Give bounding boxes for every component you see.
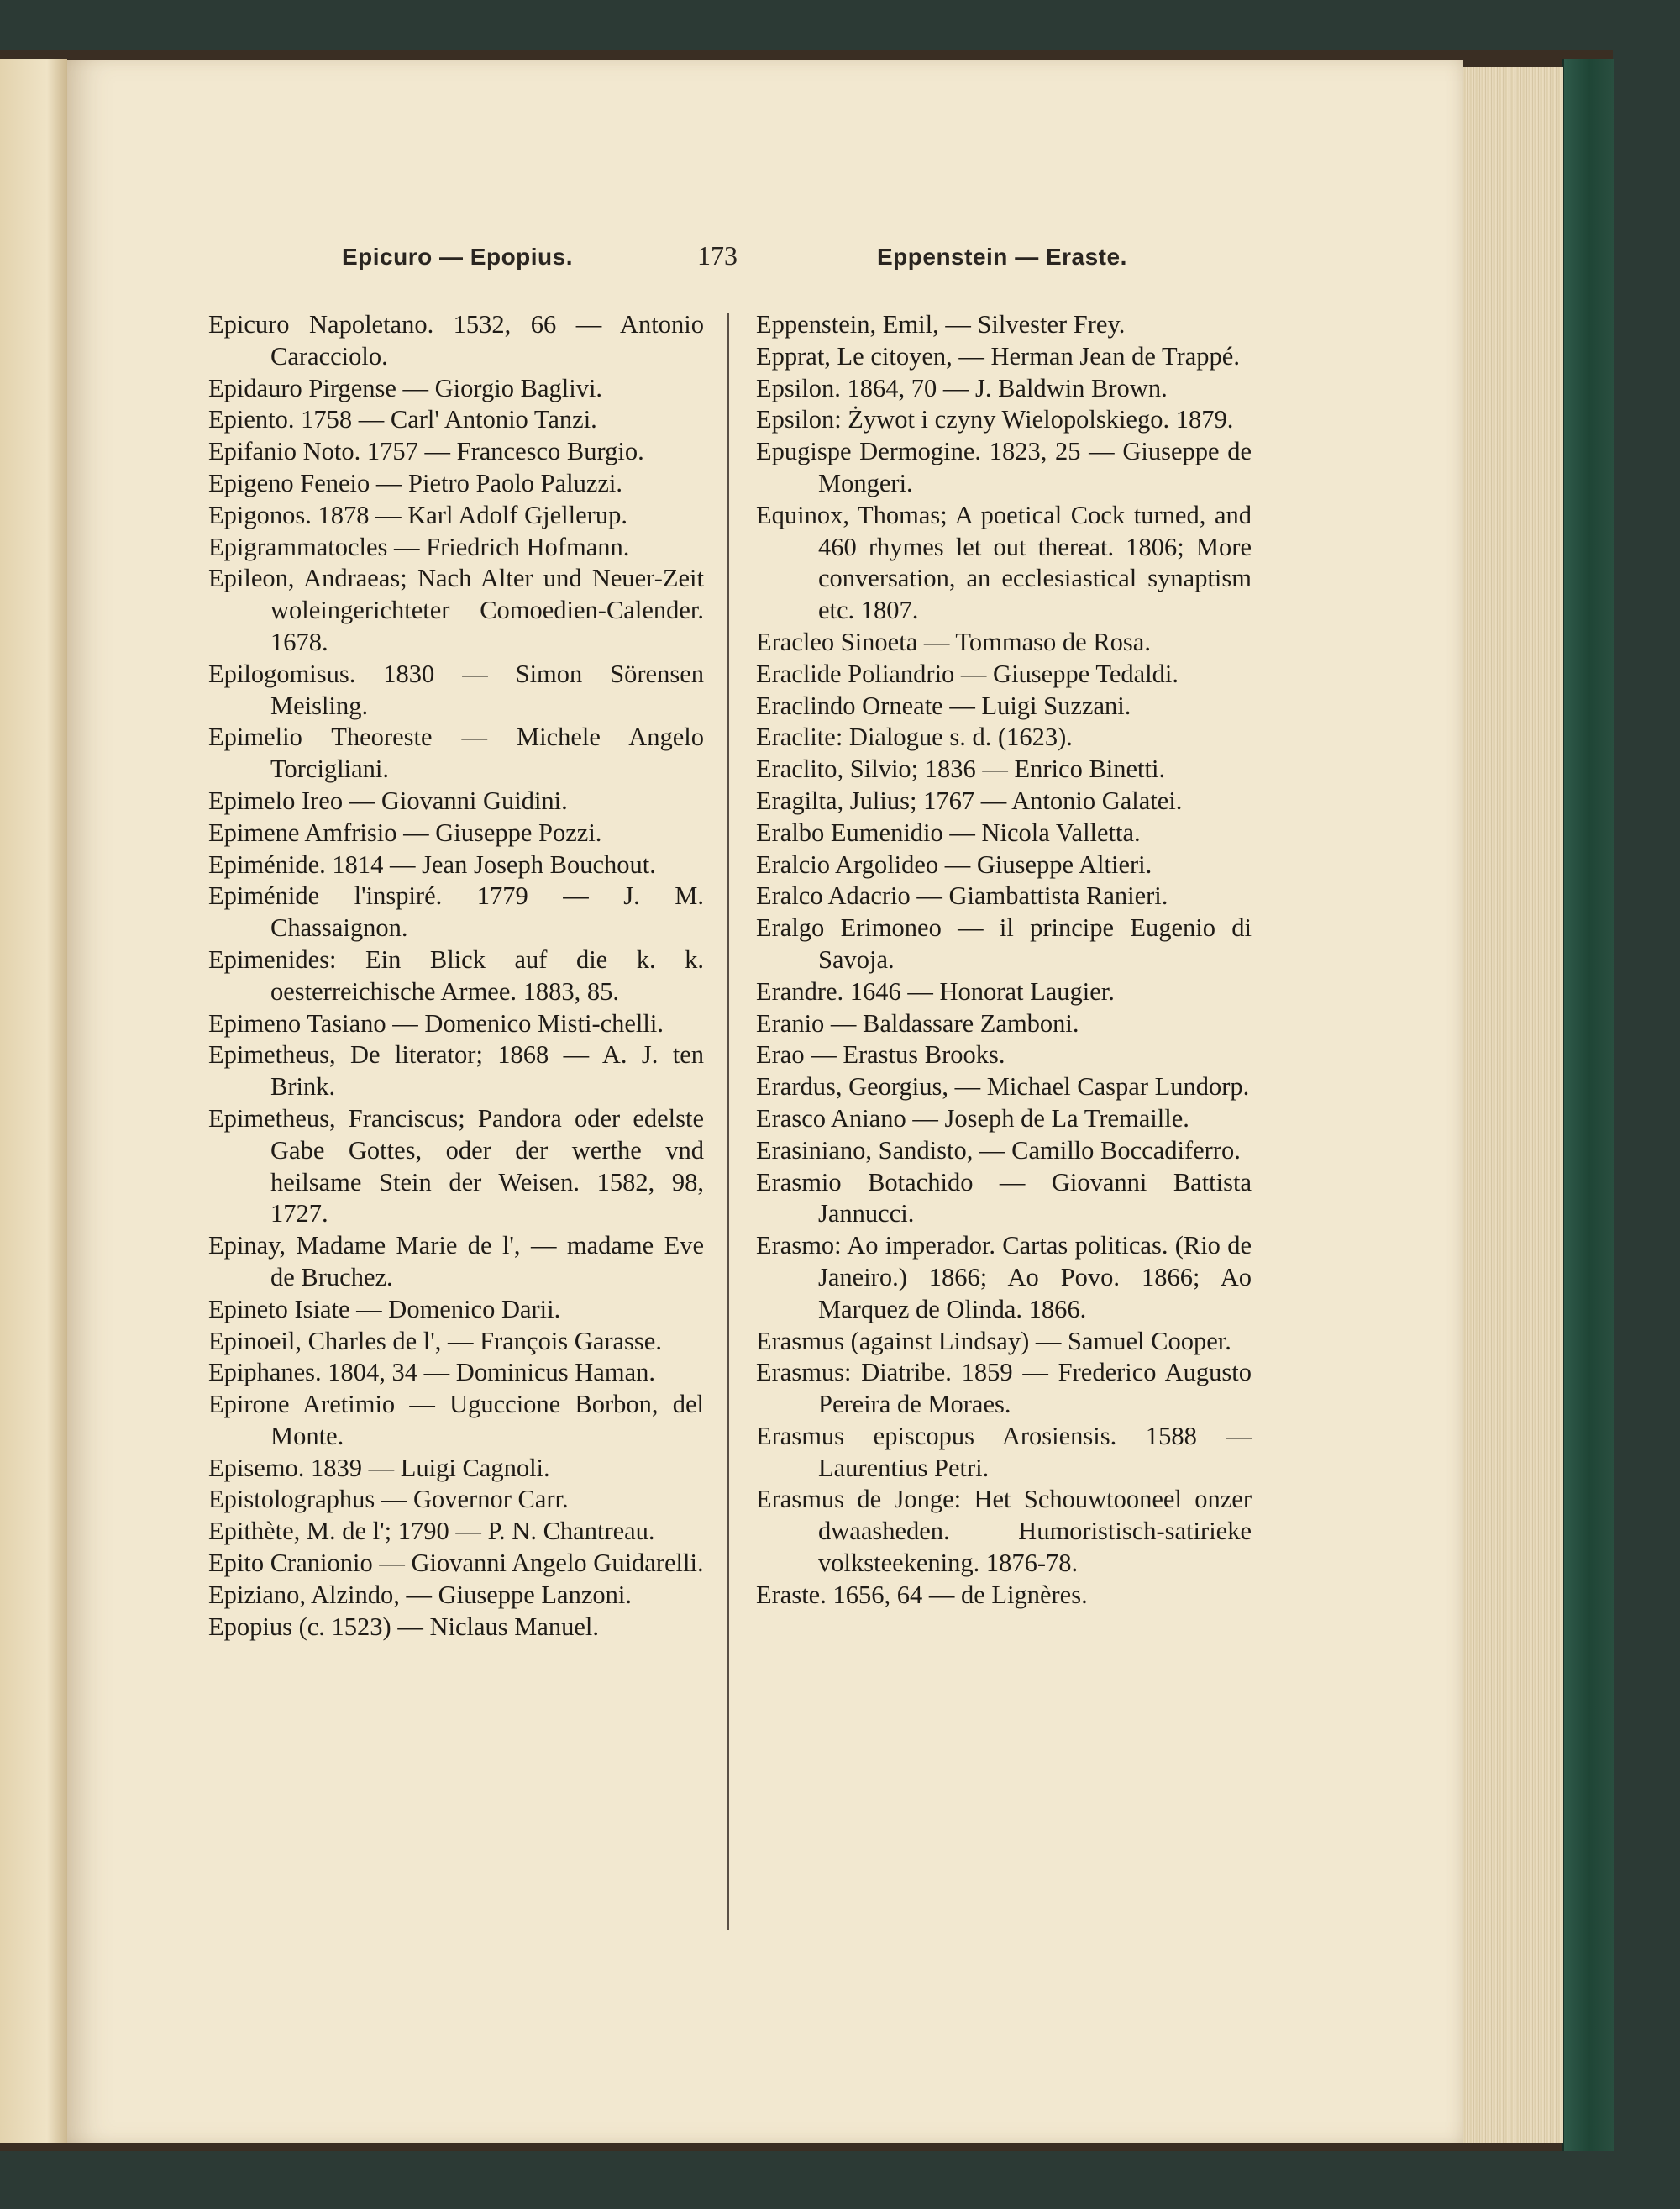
entry: Epiménide l'inspiré. 1779 — J. M. Chassaignon. [208,881,704,943]
entry: Epifanio Noto. 1757 — Francesco Burgio. [208,437,644,466]
entry: Epsilon: Żywot i czyny Wielopolskiego. 1879. [756,405,1234,434]
entry: Erandre. 1646 — Honorat Laugier. [756,976,1115,1006]
entry: Epimelo Ireo — Giovanni Guidini. [208,786,568,815]
entry: Epicuro Napoletano. 1532, 66 — Antonio Caracciolo. [208,310,704,371]
entry: Epimelio Theoreste — Michele Angelo Torcigliani. [208,723,704,784]
left-column [208,309,704,1643]
column-divider [727,313,729,1930]
entry: Epimetheus, Franciscus; Pandora oder edelste Gabe Gottes, oder der werthe vnd heilsame Stein der Weisen. 1582, 98, 1727. [208,1103,704,1228]
entry: Epimenides: Ein Blick auf die k. k. oesterreichische Armee. 1883, 85. [208,944,704,1006]
entry: Epiento. 1758 — Carl' Antonio Tanzi. [208,405,597,434]
entry: Epimene Amfrisio — Giuseppe Pozzi. [208,818,602,847]
entry: Eranio — Baldassare Zamboni. [756,1008,1079,1038]
entry: Epirone Aretimio — Uguccione Borbon, del Monte. [208,1390,704,1450]
entry: Eracleo Sinoeta — Tommaso de Rosa. [756,627,1151,656]
entry: Eralbo Eumenidio — Nicola Valletta. [756,818,1141,847]
entry: Erasmus episcopus Arosiensis. 1588 — Laurentius Petri. [756,1421,1252,1482]
entry: Eraste. 1656, 64 — de Lignères. [756,1580,1088,1609]
entry: Erasmus: Diatribe. 1859 — Frederico Augusto Pereira de Moraes. [756,1358,1252,1419]
running-head-left: Epicuro — Epopius. [342,244,574,270]
entry: Epugispe Dermogine. 1823, 25 — Giuseppe de Mongeri. [756,437,1252,497]
entry: Epigonos. 1878 — Karl Adolf Gjellerup. [208,500,627,529]
entry: Erasco Aniano — Joseph de La Tremaille. [756,1103,1189,1133]
entry: Epito Cranionio — Giovanni Angelo Guidarelli. [208,1549,704,1578]
entry: Epithète, M. de l'; 1790 — P. N. Chantreau. [208,1517,655,1546]
entry: Eragilta, Julius; 1767 — Antonio Galatei. [756,786,1183,815]
entry: Epiziano, Alzindo, — Giuseppe Lanzoni. [208,1580,632,1609]
book-cover [1562,59,1614,2151]
entry: Epistolographus — Governor Carr. [208,1485,569,1514]
entry: Equinox, Thomas; A poetical Cock turned, and 460 rhymes let out thereat. 1806; More conversation, an ecclesiastical synaptism etc. 1807. [756,500,1252,625]
entry: Eraclito, Silvio; 1836 — Enrico Binetti. [756,755,1166,784]
entry: Epsilon. 1864, 70 — J. Baldwin Brown. [756,373,1168,402]
entry: Erasiniano, Sandisto, — Camillo Boccadiferro. [756,1135,1241,1165]
entry: Epimetheus, De literator; 1868 — A. J. ten Brink. [208,1040,704,1102]
entry: Epileon, Andraeas; Nach Alter und Neuer-Zeit woleingerichteter Comoedien-Calender. 1678. [208,564,704,656]
entry: Eraclide Poliandrio — Giuseppe Tedaldi. [756,659,1179,688]
entry: Epineto Isiate — Domenico Darii. [208,1294,561,1323]
entry: Epinoeil, Charles de l', — François Garasse. [208,1326,662,1355]
running-head-right: Eppenstein — Eraste. [877,244,1127,270]
entry: Epidauro Pirgense — Giorgio Baglivi. [208,373,603,402]
entry: Erao — Erastus Brooks. [756,1040,1005,1070]
entry: Epiphanes. 1804, 34 — Dominicus Haman. [208,1358,655,1387]
entry: Erasmus de Jonge: Het Schouwtooneel onzer dwaasheden. Humoristisch-satirieke volksteekening. 1876-78. [756,1485,1252,1578]
entry: Epigeno Feneio — Pietro Paolo Paluzzi. [208,468,623,497]
entry: Eralcio Argolideo — Giuseppe Altieri. [756,849,1152,879]
right-column [756,309,1252,1612]
page-edges [1462,67,1563,2143]
entry: Eraclindo Orneate — Luigi Suzzani. [756,691,1131,720]
entry: Epiménide. 1814 — Jean Joseph Bouchout. [208,849,656,879]
entry: Epinay, Madame Marie de l', — madame Eve de Bruchez. [208,1231,704,1291]
entry: Erasmo: Ao imperador. Cartas politicas. (Rio de Janeiro.) 1866; Ao Povo. 1866; Ao Marquez de Olinda. 1866. [756,1231,1252,1323]
entry: Episemo. 1839 — Luigi Cagnoli. [208,1453,550,1482]
entry: Eraclite: Dialogue s. d. (1623). [756,723,1073,752]
entry: Epigrammatocles — Friedrich Hofmann. [208,532,630,561]
entry: Erasmio Botachido — Giovanni Battista Jannucci. [756,1167,1252,1228]
entry: Eppenstein, Emil, — Silvester Frey. [756,310,1126,339]
entry: Epopius (c. 1523) — Niclaus Manuel. [208,1612,600,1641]
previous-page-edge [0,59,67,2143]
page-number: 173 [697,240,738,271]
entry: Erasmus (against Lindsay) — Samuel Cooper. [756,1326,1231,1355]
entry: Epilogomisus. 1830 — Simon Sörensen Meisling. [208,659,704,720]
entry: Eralco Adacrio — Giambattista Ranieri. [756,881,1168,911]
entry: Epprat, Le citoyen, — Herman Jean de Trappé. [756,341,1240,371]
entry: Erardus, Georgius, — Michael Caspar Lundorp. [756,1072,1250,1102]
entry: Epimeno Tasiano — Domenico Misti-chelli. [208,1008,664,1038]
entry: Eralgo Erimoneo — il principe Eugenio di Savoja. [756,913,1252,974]
